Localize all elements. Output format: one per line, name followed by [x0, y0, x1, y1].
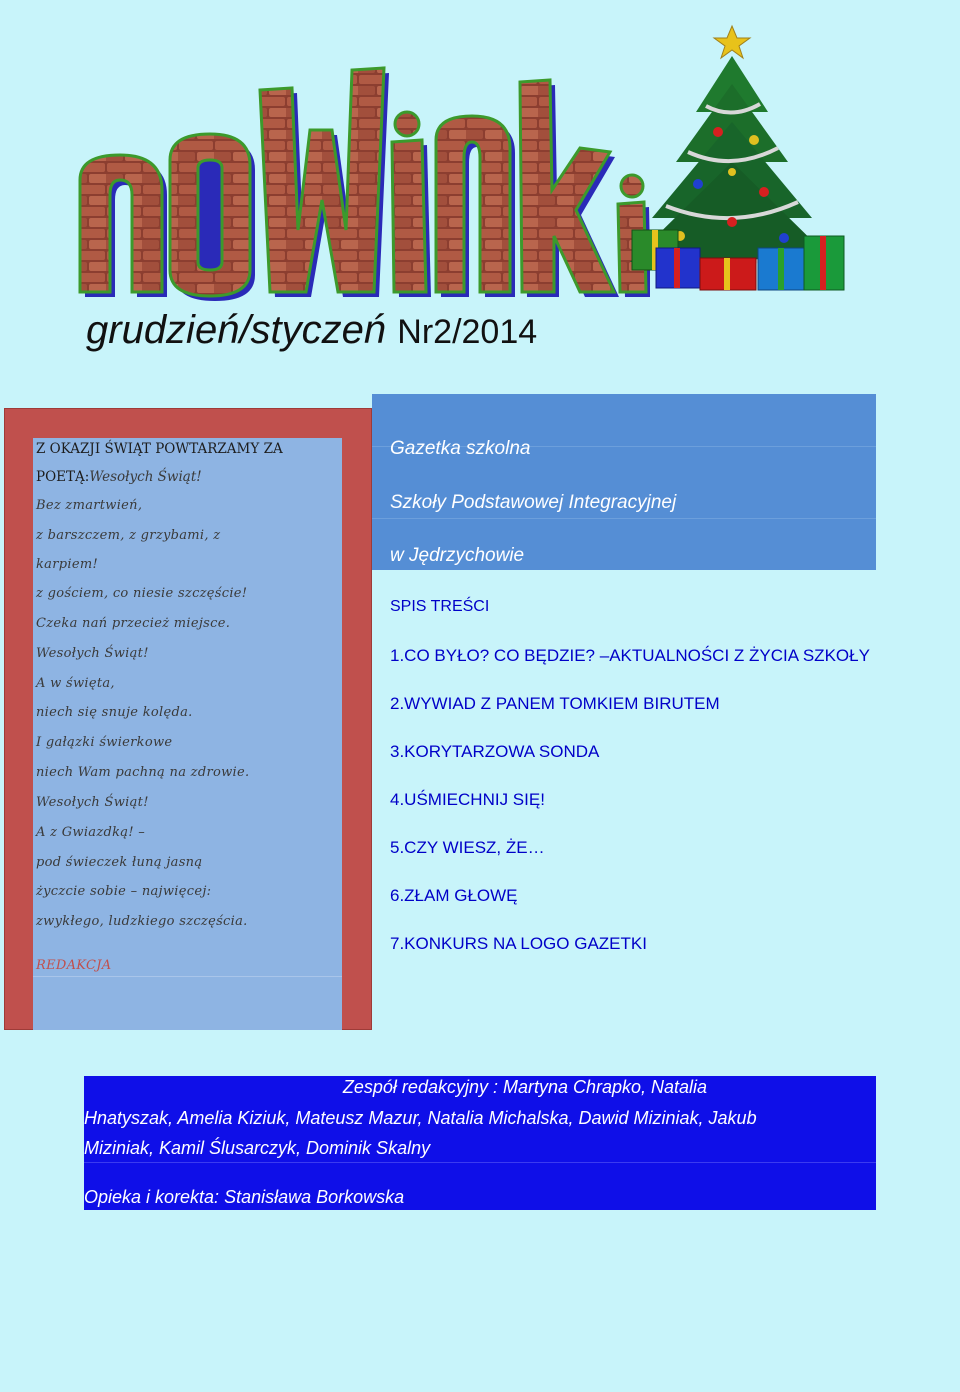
poem-line: z gościem, co niesie szczęście!	[36, 586, 248, 601]
poem-line: Bez zmartwień,	[36, 498, 143, 513]
title-band	[372, 394, 876, 570]
school-name: Szkoły Podstawowej Integracyjnej	[390, 492, 677, 513]
credits-divider	[84, 1162, 876, 1163]
poem-line: A w święta,	[36, 676, 115, 691]
toc-heading: SPIS TREŚCI	[390, 598, 490, 615]
poem-line: karpiem!	[36, 557, 98, 572]
toc-item: 4.UŚMIECHNIJ SIĘ!	[390, 790, 545, 809]
poem-line: Czeka nań przecież miejsce.	[36, 616, 231, 631]
poem-divider	[33, 976, 342, 977]
poem-line: A z Gwiazdką! –	[36, 825, 146, 840]
issue-line	[86, 308, 537, 353]
editorial-team-line: Miziniak, Kamil Ślusarczyk, Dominik Skalny	[84, 1138, 431, 1158]
toc-item: 2.WYWIAD Z PANEM TOMKIEM BIRUTEM	[390, 694, 720, 713]
poem-line: I gałązki świerkowe	[36, 735, 173, 750]
toc-item: 1.CO BYŁO? CO BĘDZIE? –AKTUALNOŚCI Z ŻYCIA SZKOŁY	[390, 646, 870, 665]
school-location: w Jędrzychowie	[390, 545, 525, 566]
poem-intro-greeting: Wesołych Świąt!	[89, 469, 202, 485]
toc-item: 7.KONKURS NA LOGO GAZETKI	[390, 934, 647, 953]
poem-signature: REDAKCJA	[36, 958, 112, 973]
editorial-team-line: Hnatyszak, Amelia Kiziuk, Mateusz Mazur, Natalia Michalska, Dawid Miziniak, Jakub	[84, 1108, 757, 1128]
editorial-team-line: Zespół redakcyjny : Martyna Chrapko, Natalia	[342, 1077, 708, 1097]
nowinki-logo-icon	[70, 30, 650, 310]
toc-item: 3.KORYTARZOWA SONDA	[390, 742, 600, 761]
issue-date: grudzień/styczeń	[86, 308, 387, 352]
poem-box	[33, 438, 342, 1030]
poem-intro: Z OKAZJI ŚWIĄT POWTARZAMY ZA	[36, 441, 283, 457]
toc-item: 6.ZŁAM GŁOWĘ	[390, 886, 518, 905]
masthead-logo	[70, 30, 650, 310]
poem-line: zwykłego, ludzkiego szczęścia.	[36, 914, 248, 929]
poem-line: Wesołych Świąt!	[36, 646, 149, 661]
poem-line: z barszczem, z grzybami, z	[36, 528, 221, 543]
poem-intro-poet-label: POETĄ:	[36, 469, 90, 485]
poem-line: niech Wam pachną na zdrowie.	[36, 765, 250, 780]
toc-item: 5.CZY WIESZ, ŻE…	[390, 838, 545, 857]
poem-intro-poet	[36, 469, 336, 485]
supervision-line: Opieka i korekta: Stanisława Borkowska	[84, 1187, 405, 1207]
christmas-tree-icon	[628, 22, 848, 294]
title-band-divider	[372, 518, 876, 519]
poem-line: pod świeczek łuną jasną	[36, 855, 203, 870]
poem-line: niech się snuje kolęda.	[36, 705, 193, 720]
issue-number: Nr2/2014	[397, 313, 538, 351]
newspaper-title: Gazetka szkolna	[390, 438, 531, 459]
poem-line: Wesołych Świąt!	[36, 795, 149, 810]
poem-line: życzcie sobie – najwięcej:	[36, 884, 212, 899]
